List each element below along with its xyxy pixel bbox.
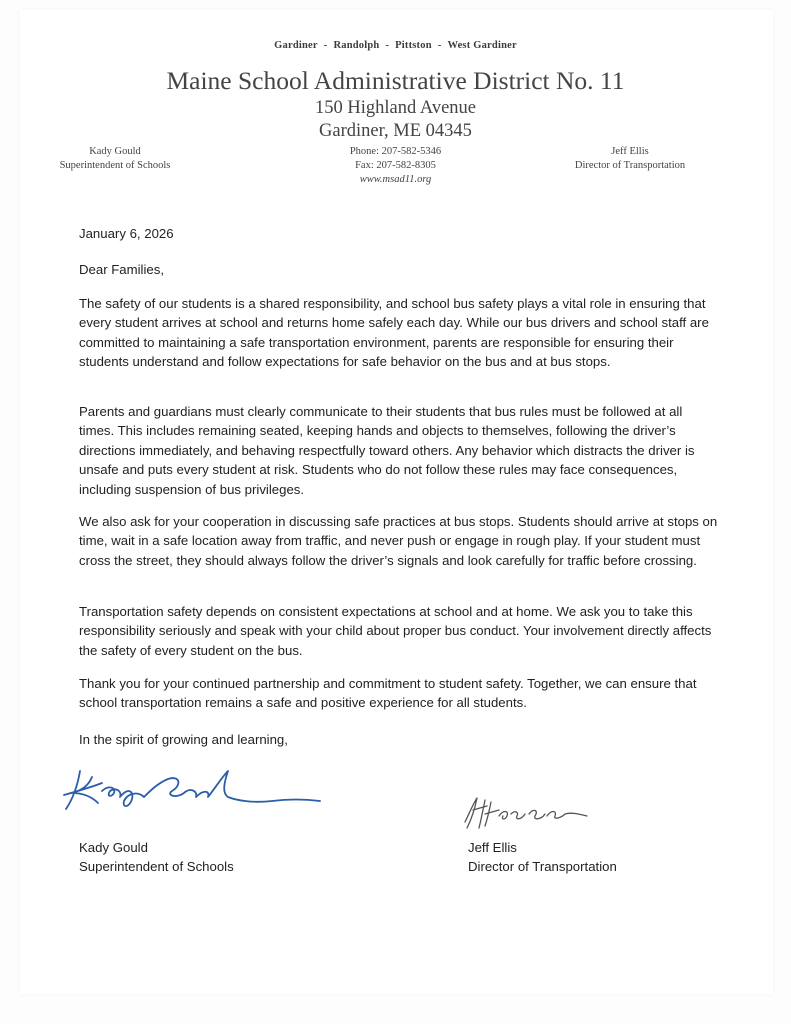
town-pittston: Pittston [395,40,432,51]
signer-block-director [468,838,617,877]
paragraph-3: We also ask for your cooperation in discussing safe practices at bus stops. Students should arrive at stops on time, wait in a safe location away from traffic, and never push or engage in rough play. If your student must cross the street, they should always follow the driver’s signals and look carefully for traffic before crossing. [79,514,718,568]
signer-title: Superintendent of Schools [79,859,234,875]
phone-number: Phone: 207-582-5346 [349,146,442,157]
town-separator: - [323,40,328,51]
town-randolph: Randolph [333,40,380,51]
left-official-title: Superintendent of Schools [59,160,171,171]
district-name: Maine School Administrative District No. 11 [166,66,625,95]
town-separator: - [385,40,390,51]
town-separator: - [437,40,442,51]
town-west-gardiner: West Gardiner [447,40,517,51]
superintendent-signature [58,757,328,817]
signer-block-superintendent [79,838,234,877]
salutation: Dear Families, [79,262,165,277]
right-official-name: Jeff Ellis [611,146,649,157]
director-signature [455,792,605,832]
paragraph-5: Thank you for your continued partnership and commitment to student safety. Together, we can ensure that school transportation remains a safe and positive experience for all students. [79,676,697,711]
town-gardiner: Gardiner [274,40,318,51]
left-official-name: Kady Gould [89,146,141,157]
paragraph-4: Transportation safety depends on consistent expectations at school and at home. We ask you to take this responsibility seriously and speak with your child about proper bus conduct. Your involvement directly affects the safety of every student on the bus. [79,604,712,658]
right-official-title: Director of Transportation [574,160,686,171]
paragraph-1: The safety of our students is a shared responsibility, and school bus safety plays a vital role in ensuring that every student arrives at school and returns home safely each day. While our bus drivers and school staff are committed to maintaining a safe transportation environment, parents are responsible for ensuring their students understand and follow expectations for safe behavior on the bus and at bus stops. [79,296,709,370]
letterhead-right-official [545,145,715,173]
signer-title: Director of Transportation [468,859,617,875]
paragraph-2: Parents and guardians must clearly communicate to their students that bus rules must be followed at all times. This includes remaining seated, keeping hands and objects to themselves, following the driver’s directions immediately, and behaving respectfully toward others. Any behavior which distracts the driver is unsafe and puts every student at risk. Students who do not follow these rules may face consequences, including suspension of bus privileges. [79,404,695,497]
closing-line: In the spirit of growing and learning, [79,732,288,747]
website-link[interactable]: www.msad11.org [359,174,432,185]
fax-number: Fax: 207-582-8305 [355,160,436,171]
signer-name: Kady Gould [79,840,148,855]
letterhead-towns [0,40,791,51]
city-state-zip: Gardiner, ME 04345 [319,121,472,141]
letter-date: January 6, 2026 [79,226,174,241]
signer-name: Jeff Ellis [468,840,517,855]
street-address: 150 Highland Avenue [315,98,476,118]
